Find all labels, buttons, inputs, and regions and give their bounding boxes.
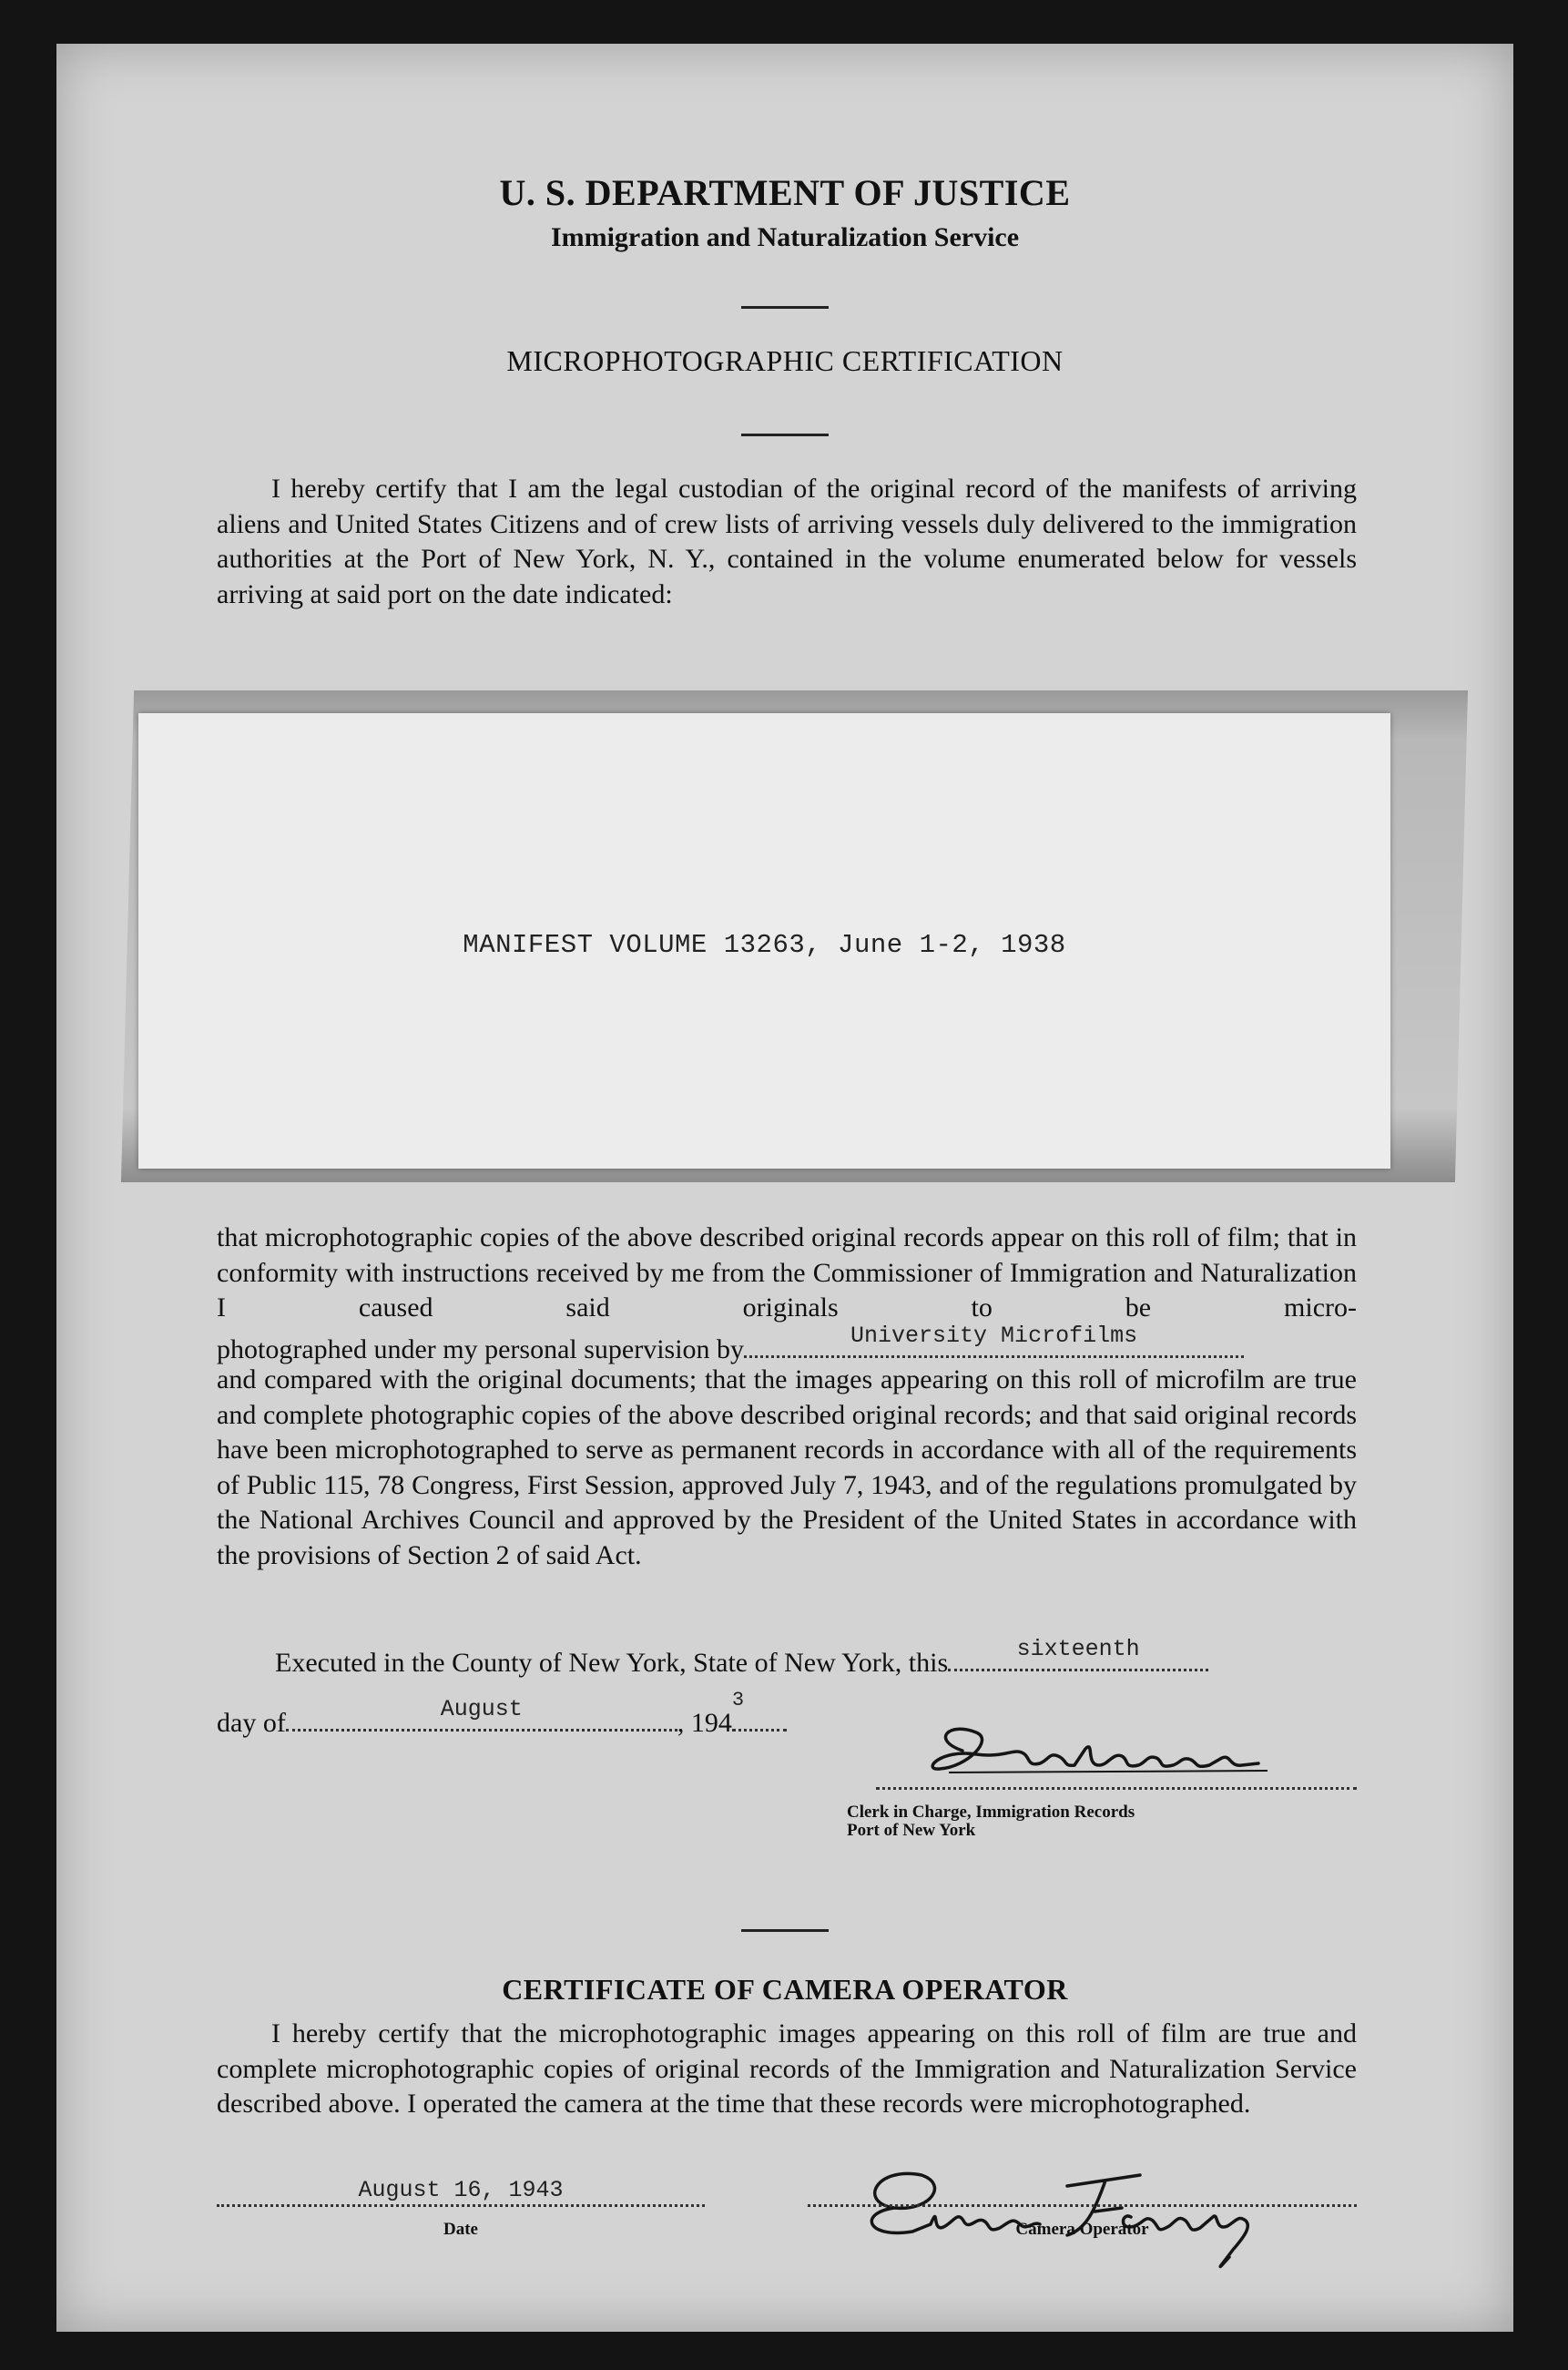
date-value: August 16, 1943 [358, 2177, 564, 2203]
manifest-volume-label: MANIFEST VOLUME 13263, June 1-2, 1938 [463, 930, 1066, 960]
execution-prefix: Executed in the County of New York, State of New York, this [275, 1648, 949, 1678]
supervisor-value: University Microfilms [850, 1323, 1138, 1349]
service-subheading: Immigration and Naturalization Service [550, 222, 1020, 252]
camera-certificate-title: CERTIFICATE OF CAMERA OPERATOR [502, 1973, 1068, 2006]
certificate-page [56, 44, 1513, 2332]
date-field [217, 2204, 705, 2207]
divider [741, 1929, 829, 1932]
date-label: Date [443, 2220, 478, 2239]
volume-slip [138, 713, 1390, 1169]
clerk-title [847, 1803, 1135, 1840]
operator-signature [821, 2148, 1295, 2284]
day-of-label: day of [217, 1708, 286, 1738]
department-heading: U. S. DEPARTMENT OF JUSTICE [499, 172, 1071, 213]
camera-certificate-text: I hereby certify that the microphotographic images appearing on this roll of film are true and complete microphotographic copies of original records of the Immigration and Naturalization Service described above. I operated the camera at the time that these records were microphotographed. [217, 2018, 1357, 2119]
operator-signature-line [808, 2204, 1357, 2207]
year-suffix-value: 3 [731, 1689, 745, 1711]
year-prefix: , 194 [677, 1708, 732, 1738]
body-paragraph-part2: and compared with the original documents; that the images appearing on this roll of microfilm are true and complete photographic copies of the above described original records; and that said original records have been microphotographed to serve as permanent records in accordance with all of the requirements of Public 115, 78 Congress, First Session, approved July 7, 1943, and of the regulations promulgated by the National Archives Council and approved by the President of the United States in accordance with the provisions of Section 2 of said Act. [217, 1364, 1357, 1570]
supervision-prefix: photographed under my personal supervision by [217, 1334, 745, 1364]
intro-paragraph: I hereby certify that I am the legal custodian of the original record of the manifests of arriving aliens and United States Citizens and of crew lists of arriving vessels duly delivered to the immigration authorities at the Port of New York, N. Y., contained in the volume enumerated below for vessels arriving at said port on the date indicated: [217, 474, 1357, 609]
divider [741, 306, 829, 309]
supervision-line [217, 1323, 1357, 1367]
operator-label: Camera Operator [1015, 2220, 1149, 2239]
year-field [731, 1689, 787, 1732]
certification-title: MICROPHOTOGRAPHIC CERTIFICATION [506, 344, 1064, 377]
day-field [948, 1636, 1208, 1671]
clerk-signature-line [876, 1787, 1357, 1790]
month-value: August [440, 1696, 523, 1722]
execution-line [275, 1636, 1357, 1680]
body-paragraph-part1: that microphotographic copies of the above described original records appear on this roll of film; that in conformity with instructions received by me from the Commissioner of Immigration and Naturalization I caused said originals to be micro- [217, 1222, 1357, 1323]
month-field [286, 1696, 677, 1732]
supervisor-field [744, 1323, 1244, 1358]
day-value: sixteenth [1016, 1636, 1140, 1662]
clerk-title-line1: Clerk in Charge, Immigration Records [847, 1803, 1135, 1822]
divider [741, 434, 829, 436]
clerk-signature [912, 1712, 1368, 1785]
clerk-title-line2: Port of New York [847, 1821, 976, 1840]
